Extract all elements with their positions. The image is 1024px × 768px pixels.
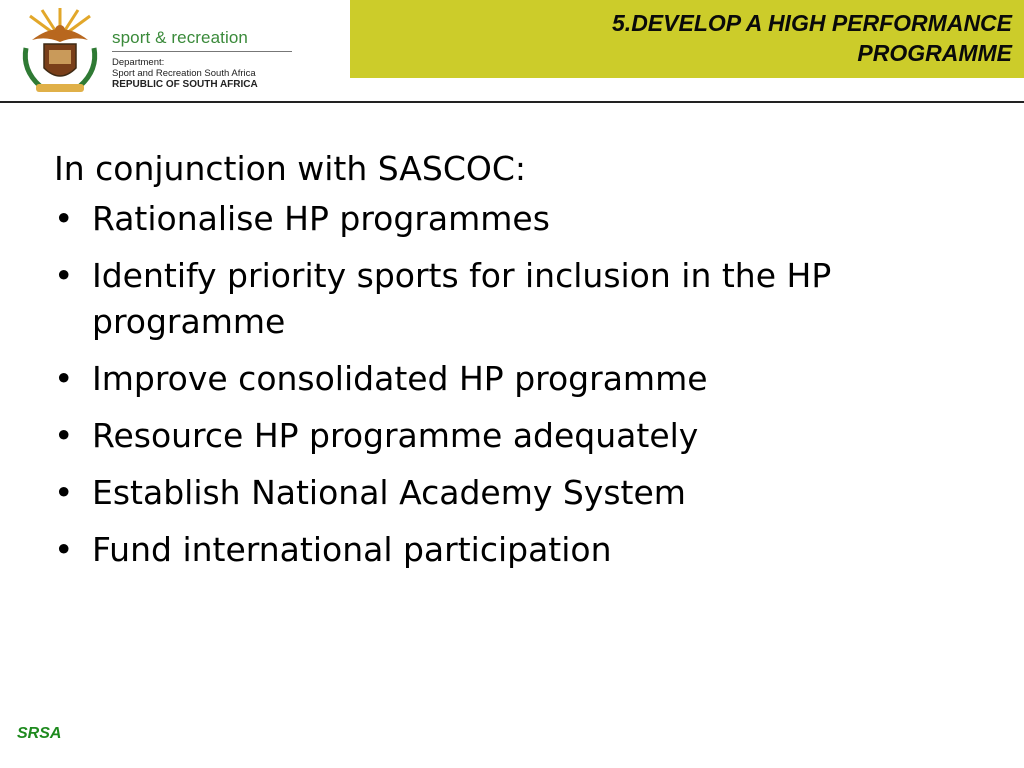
title-line-1: 5.DEVELOP A HIGH PERFORMANCE — [612, 10, 1012, 36]
department-logo — [12, 6, 312, 94]
dept-line-2: Sport and Recreation South Africa — [112, 68, 256, 79]
bullet-item — [54, 356, 984, 402]
bullet-item — [54, 253, 984, 345]
bullet-icon: • — [54, 473, 74, 512]
bullet-text: Fund international participation — [92, 530, 612, 569]
bullet-text: Improve consolidated HP programme — [92, 359, 708, 398]
intro-text: In conjunction with SASCOC: — [54, 149, 526, 188]
bullet-item — [54, 527, 984, 573]
header-divider — [0, 101, 1024, 103]
slide-header — [0, 0, 1024, 100]
brand-divider — [112, 51, 292, 52]
bullet-icon: • — [54, 359, 74, 398]
department-text — [112, 57, 258, 90]
bullet-item — [54, 470, 984, 516]
dept-line-1: Department: — [112, 57, 165, 68]
bullet-icon: • — [54, 530, 74, 569]
bullet-text: Resource HP programme adequately — [92, 416, 699, 455]
slide-body — [54, 146, 984, 584]
coat-of-arms-icon — [18, 8, 102, 94]
title-line-2: PROGRAMME — [857, 40, 1012, 66]
footer-label: SRSA — [17, 725, 62, 742]
bullet-item — [54, 196, 984, 242]
title-bar — [350, 0, 1024, 78]
bullet-list — [54, 196, 984, 573]
slide-title — [372, 8, 1012, 68]
bullet-icon: • — [54, 256, 74, 295]
bullet-text: Establish National Academy System — [92, 473, 686, 512]
brand-name: sport & recreation — [112, 28, 248, 47]
dept-line-3: REPUBLIC OF SOUTH AFRICA — [112, 79, 258, 90]
bullet-text: Rationalise HP programmes — [92, 199, 550, 238]
bullet-icon: • — [54, 199, 74, 238]
bullet-icon: • — [54, 416, 74, 455]
bullet-item — [54, 413, 984, 459]
bullet-text: Identify priority sports for inclusion in the HP programme — [92, 256, 832, 341]
